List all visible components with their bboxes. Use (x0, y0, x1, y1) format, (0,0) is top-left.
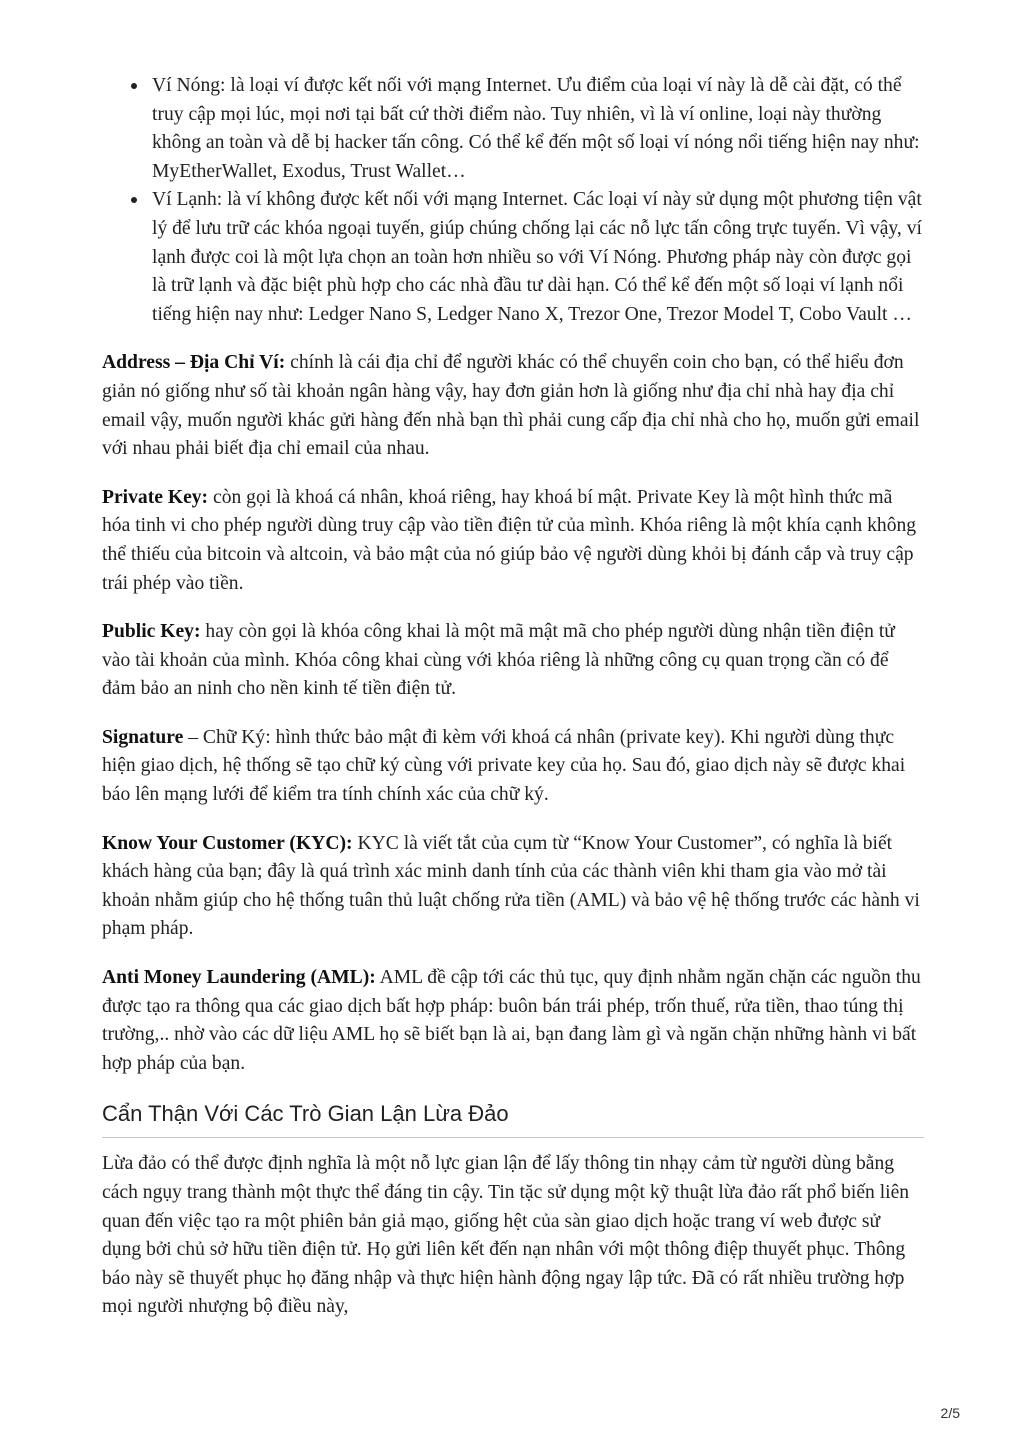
page-number: 2/5 (940, 1405, 960, 1421)
definition-term: Private Key: (102, 486, 209, 508)
definition-term: Signature (102, 726, 184, 748)
definition-text: còn gọi là khoá cá nhân, khoá riêng, hay khoá bí mật. Private Key là một hình thức mã hóa tinh vi cho phép người dùng truy cập vào tiền điện tử của mình. Khóa riêng là một khía cạnh không thể thiếu của bitcoin và altcoin, và bảo mật của nó giúp bảo vệ người dùng khỏi bị đánh cắp và truy cập trái phép vào tiền. (102, 486, 917, 594)
list-item: Ví Lạnh: là ví không được kết nối với mạng Internet. Các loại ví này sử dụng một phương tiện vật lý để lưu trữ các khóa ngoại tuyến, giúp chúng chống lại các nỗ lực tấn công trực tuyến. Vì vậy, ví lạnh được coi là một lựa chọn an toàn hơn nhiều so với Ví Nóng. Phương pháp này còn được gọi là trữ lạnh và đặc biệt phù hợp cho các nhà đầu tư dài hạn. Có thể kể đến một số loại ví lạnh nổi tiếng hiện nay như: Ledger Nano S, Ledger Nano X, Trezor One, Trezor Model T, Cobo Vault … (152, 186, 924, 329)
section-heading: Cẩn Thận Với Các Trò Gian Lận Lừa Đảo (102, 1100, 924, 1138)
list-item: Ví Nóng: là loại ví được kết nối với mạng Internet. Ưu điểm của loại ví này là dễ cài đặt, có thể truy cập mọi lúc, mọi nơi tại bất cứ thời điểm nào. Tuy nhiên, vì là ví online, loại này thường không an toàn và dễ bị hacker tấn công. Có thể kể đến một số loại ví nóng nổi tiếng hiện nay như: MyEtherWallet, Exodus, Trust Wallet… (152, 72, 924, 186)
definition-text: chính là cái địa chỉ để người khác có thể chuyển coin cho bạn, có thể hiểu đơn giản nó giống như số tài khoản ngân hàng vậy, hay đơn giản hơn là giống như địa chỉ nhà hay địa chỉ email vậy, muốn người khác gửi hàng đến nhà bạn thì phải cung cấp địa chỉ nhà cho họ, muốn gửi email với nhau phải biết địa chỉ email của nhau. (102, 352, 920, 460)
definition-address (102, 349, 924, 463)
definition-public-key (102, 618, 924, 704)
section-body: Lừa đảo có thể được định nghĩa là một nỗ lực gian lận để lấy thông tin nhạy cảm từ người dùng bằng cách ngụy trang thành một thực thể đáng tin cậy. Tin tặc sử dụng một kỹ thuật lừa đảo rất phổ biến liên quan đến việc tạo ra một phiên bản giả mạo, giống hệt của sàn giao dịch hoặc trang ví web được sử dụng bởi chủ sở hữu tiền điện tử. Họ gửi liên kết đến nạn nhân với một thông điệp thuyết phục. Thông báo này sẽ thuyết phục họ đăng nhập và thực hiện hành động ngay lập tức. Đã có rất nhiều trường hợp mọi người nhượng bộ điều này, (102, 1153, 910, 1318)
definition-signature (102, 724, 924, 810)
definition-kyc (102, 830, 924, 944)
definition-text: – Chữ Ký: hình thức bảo mật đi kèm với khoá cá nhân (private key). Khi người dùng thực hiện giao dịch, hệ thống sẽ tạo chữ ký cùng với private key của họ. Sau đó, giao dịch này sẽ được khai báo lên mạng lưới để kiểm tra tính chính xác của chữ ký. (102, 726, 906, 806)
definition-term: Public Key: (102, 621, 201, 643)
wallet-types-list (102, 72, 924, 329)
definition-term: Anti Money Laundering (AML): (102, 967, 376, 989)
definition-aml (102, 964, 924, 1078)
definition-term: Address – Địa Chỉ Ví: (102, 352, 286, 374)
definition-private-key (102, 484, 924, 598)
definition-text: AML đề cập tới các thủ tục, quy định nhằm ngăn chặn các nguồn thu được tạo ra thông qua các giao dịch bất hợp pháp: buôn bán trái phép, trốn thuế, rửa tiền, thao túng thị trường,.. nhờ vào các dữ liệu AML họ sẽ biết bạn là ai, bạn đang làm gì và ngăn chặn những hành vi bất hợp pháp của bạn. (102, 967, 921, 1074)
definition-text: KYC là viết tắt của cụm từ “Know Your Customer”, có nghĩa là biết khách hàng của bạn; đây là quá trình xác minh danh tính của các thành viên khi tham gia vào mở tài khoản nhằm giúp cho hệ thống tuân thủ luật chống rửa tiền (AML) và bảo vệ hệ thống trước các hành vi phạm pháp. (102, 832, 920, 940)
document-page (102, 72, 924, 1322)
definition-text: hay còn gọi là khóa công khai là một mã mật mã cho phép người dùng nhận tiền điện tử vào tài khoản của mình. Khóa công khai cùng với khóa riêng là những công cụ quan trọng cần có để đảm bảo an ninh cho nền kinh tế tiền điện tử. (102, 621, 895, 700)
definition-term: Know Your Customer (KYC): (102, 832, 353, 854)
